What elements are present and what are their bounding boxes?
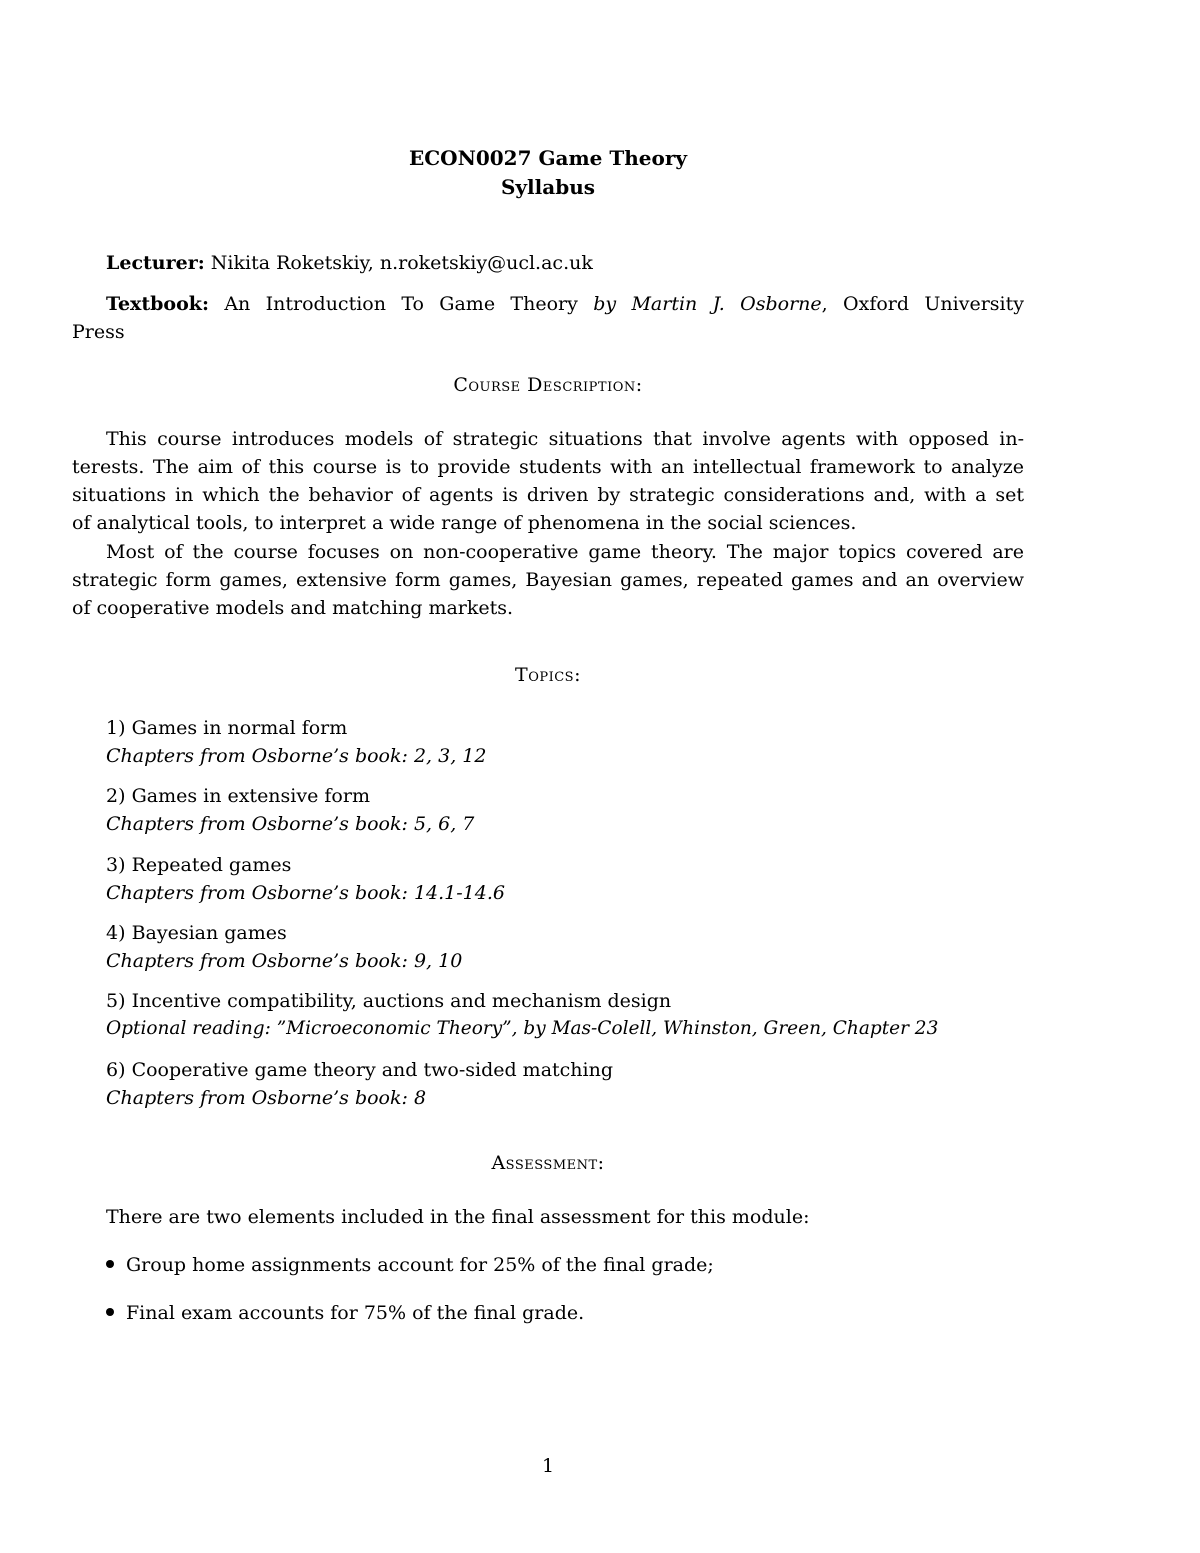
- course-title: ECON0027 Game Theory: [408, 146, 688, 170]
- topic-label: Bayesian games: [131, 922, 287, 944]
- topic-chapters: Chapters from Osborne’s book: 2, 3, 12: [106, 745, 487, 767]
- title-block: [72, 144, 1024, 202]
- textbook-author: by Martin J. Osborne: [593, 293, 822, 315]
- bullet-icon: [106, 1260, 114, 1268]
- lecturer-line: [106, 249, 1024, 277]
- assessment-intro: There are two elements included in the final assessment for this module:: [106, 1206, 810, 1228]
- bullet-text: Final exam accounts for 75% of the final grade.: [126, 1302, 585, 1324]
- topic-label: Incentive compatibility, auctions and mechanism design: [131, 990, 672, 1012]
- topic-label: Games in normal form: [131, 717, 348, 739]
- topic-chapters: Chapters from Osborne’s book: 9, 10: [106, 950, 463, 972]
- doc-type: Syllabus: [500, 175, 595, 199]
- description-p2-line: Most of the course focuses on non-cooperative game theory. The major topics covered are: [106, 541, 1024, 563]
- topic-title: [106, 1056, 613, 1084]
- assessment-bullet: [106, 1251, 714, 1279]
- topic-title: [106, 851, 291, 879]
- description-p2-line: of cooperative models and matching markets.: [72, 597, 514, 619]
- topic-number: 1): [106, 717, 126, 739]
- description-p2-line: strategic form games, extensive form games, Bayesian games, repeated games and an overview: [72, 569, 1024, 591]
- textbook-publisher: , Oxford University: [821, 293, 1024, 315]
- description-p1-line: situations in which the behavior of agents is driven by strategic considerations and, with a set: [72, 484, 1024, 506]
- topic-chapters: Chapters from Osborne’s book: 5, 6, 7: [106, 813, 475, 835]
- assessment-bullet: [106, 1299, 584, 1327]
- description-p1-line: terests. The aim of this course is to provide students with an intellectual framework to analyze: [72, 456, 1024, 478]
- description-p1-line: of analytical tools, to interpret a wide range of phenomena in the social sciences.: [72, 512, 857, 534]
- textbook-title: An Introduction To Game Theory: [224, 293, 578, 315]
- description-p1-line: This course introduces models of strategic situations that involve agents with opposed in-: [106, 428, 1024, 450]
- topics-heading: Topics:: [515, 664, 581, 686]
- topic-title: [106, 782, 370, 810]
- topic-number: 6): [106, 1059, 126, 1081]
- topic-title: [106, 987, 671, 1015]
- topic-label: Games in extensive form: [131, 785, 370, 807]
- topic-title: [106, 919, 287, 947]
- document-page: [72, 0, 1024, 1553]
- topic-number: 5): [106, 990, 126, 1012]
- lecturer-value: Nikita Roketskiy, n.roketskiy@ucl.ac.uk: [210, 252, 593, 274]
- page-number: 1: [541, 1455, 555, 1477]
- bullet-text: Group home assignments account for 25% of the final grade;: [126, 1254, 714, 1276]
- topic-optional-reading: Optional reading: ”Microeconomic Theory”, by Mas-Colell, Whinston, Green, Chapter 23: [106, 1018, 939, 1039]
- topic-chapters: Chapters from Osborne’s book: 14.1-14.6: [106, 882, 505, 904]
- topic-number: 2): [106, 785, 126, 807]
- topic-title: [106, 714, 347, 742]
- textbook-label: Textbook:: [106, 293, 209, 315]
- topic-label: Repeated games: [131, 854, 292, 876]
- course-description-heading: Course Description:: [453, 374, 643, 396]
- bullet-icon: [106, 1308, 114, 1316]
- lecturer-label: Lecturer:: [106, 252, 205, 274]
- topic-chapters: Chapters from Osborne’s book: 8: [106, 1087, 427, 1109]
- topic-number: 4): [106, 922, 126, 944]
- topic-label: Cooperative game theory and two-sided matching: [131, 1059, 614, 1081]
- assessment-heading: Assessment:: [491, 1152, 605, 1174]
- topic-number: 3): [106, 854, 126, 876]
- textbook-line-2: Press: [72, 321, 125, 343]
- textbook-line: [106, 290, 1024, 318]
